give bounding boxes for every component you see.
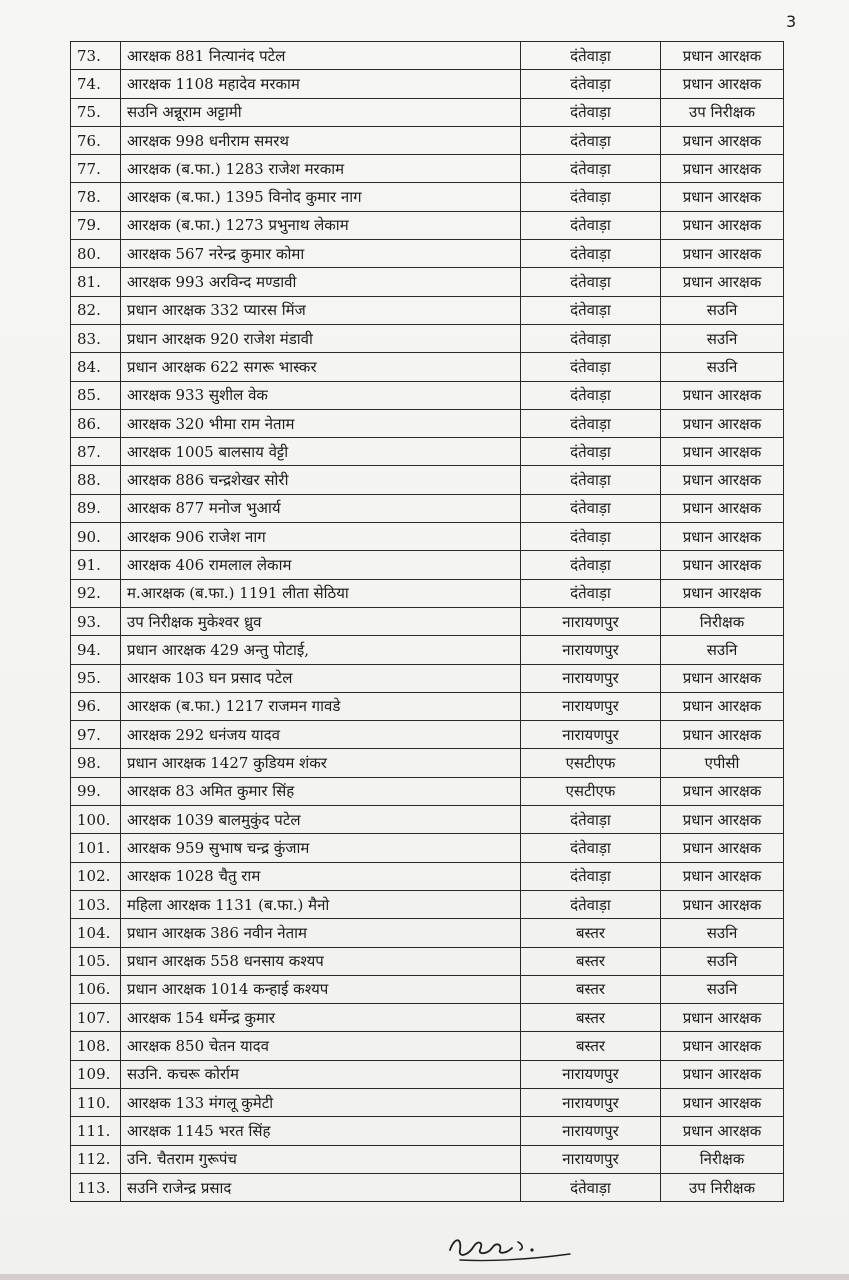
- name-cell: उप निरीक्षक मुकेश्वर ध्रुव: [121, 607, 521, 635]
- rank-cell: प्रधान आरक्षक: [661, 183, 784, 211]
- serial-number-cell: 112.: [71, 1145, 121, 1173]
- district-cell: दंतेवाड़ा: [521, 409, 661, 437]
- name-cell: आरक्षक 1108 महादेव मरकाम: [121, 70, 521, 98]
- rank-cell: प्रधान आरक्षक: [661, 240, 784, 268]
- name-cell: प्रधान आरक्षक 429 अन्तु पोटाई,: [121, 636, 521, 664]
- district-cell: नारायणपुर: [521, 1060, 661, 1088]
- district-cell: बस्तर: [521, 947, 661, 975]
- serial-number-cell: 80.: [71, 240, 121, 268]
- name-cell: आरक्षक 83 अमित कुमार सिंह: [121, 777, 521, 805]
- table-row: [71, 1117, 784, 1145]
- table-row: [71, 551, 784, 579]
- rank-cell: प्रधान आरक्षक: [661, 42, 784, 70]
- serial-number-cell: 106.: [71, 975, 121, 1003]
- table-row: [71, 296, 784, 324]
- name-cell: प्रधान आरक्षक 558 धनसाय कश्यप: [121, 947, 521, 975]
- name-cell: आरक्षक 1005 बालसाय वेट्टी: [121, 438, 521, 466]
- table-row: [71, 70, 784, 98]
- name-cell: प्रधान आरक्षक 920 राजेश मंडावी: [121, 324, 521, 352]
- name-cell: महिला आरक्षक 1131 (ब.फा.) मैनो: [121, 890, 521, 918]
- district-cell: दंतेवाड़ा: [521, 1173, 661, 1201]
- name-cell: प्रधान आरक्षक 622 सगरू भास्कर: [121, 353, 521, 381]
- district-cell: दंतेवाड़ा: [521, 98, 661, 126]
- district-cell: नारायणपुर: [521, 1145, 661, 1173]
- rank-cell: प्रधान आरक्षक: [661, 551, 784, 579]
- district-cell: बस्तर: [521, 1032, 661, 1060]
- serial-number-cell: 88.: [71, 466, 121, 494]
- district-cell: दंतेवाड़ा: [521, 324, 661, 352]
- serial-number-cell: 110.: [71, 1088, 121, 1116]
- rank-cell: प्रधान आरक्षक: [661, 890, 784, 918]
- table-row: [71, 42, 784, 70]
- name-cell: आरक्षक 1028 चैतु राम: [121, 862, 521, 890]
- district-cell: बस्तर: [521, 975, 661, 1003]
- rank-cell: प्रधान आरक्षक: [661, 834, 784, 862]
- rank-cell: प्रधान आरक्षक: [661, 862, 784, 890]
- serial-number-cell: 81.: [71, 268, 121, 296]
- district-cell: दंतेवाड़ा: [521, 890, 661, 918]
- rank-cell: प्रधान आरक्षक: [661, 1117, 784, 1145]
- table-row: [71, 98, 784, 126]
- rank-cell: प्रधान आरक्षक: [661, 777, 784, 805]
- rank-cell: प्रधान आरक्षक: [661, 494, 784, 522]
- district-cell: नारायणपुर: [521, 664, 661, 692]
- serial-number-cell: 76.: [71, 126, 121, 154]
- rank-cell: सउनि: [661, 947, 784, 975]
- name-cell: आरक्षक (ब.फा.) 1273 प्रभुनाथ लेकाम: [121, 211, 521, 239]
- serial-number-cell: 95.: [71, 664, 121, 692]
- table-row: [71, 834, 784, 862]
- table-row: [71, 409, 784, 437]
- serial-number-cell: 84.: [71, 353, 121, 381]
- rank-cell: सउनि: [661, 296, 784, 324]
- table-row: [71, 862, 784, 890]
- rank-cell: प्रधान आरक्षक: [661, 466, 784, 494]
- district-cell: एसटीएफ: [521, 749, 661, 777]
- rank-cell: प्रधान आरक्षक: [661, 155, 784, 183]
- serial-number-cell: 93.: [71, 607, 121, 635]
- name-cell: आरक्षक 906 राजेश नाग: [121, 523, 521, 551]
- name-cell: आरक्षक 993 अरविन्द मण्डावी: [121, 268, 521, 296]
- page-number: 3: [786, 12, 797, 31]
- name-cell: आरक्षक 154 धर्मेन्द्र कुमार: [121, 1004, 521, 1032]
- table-row: [71, 1060, 784, 1088]
- district-cell: दंतेवाड़ा: [521, 494, 661, 522]
- serial-number-cell: 94.: [71, 636, 121, 664]
- district-cell: नारायणपुर: [521, 721, 661, 749]
- rank-cell: प्रधान आरक्षक: [661, 409, 784, 437]
- table-row: [71, 155, 784, 183]
- table-row: [71, 749, 784, 777]
- name-cell: आरक्षक 998 धनीराम समरथ: [121, 126, 521, 154]
- district-cell: दंतेवाड़ा: [521, 268, 661, 296]
- rank-cell: उप निरीक्षक: [661, 1173, 784, 1201]
- table-row: [71, 1004, 784, 1032]
- name-cell: आरक्षक 877 मनोज भुआर्य: [121, 494, 521, 522]
- table-row: [71, 324, 784, 352]
- district-cell: दंतेवाड़ा: [521, 551, 661, 579]
- district-cell: दंतेवाड़ा: [521, 834, 661, 862]
- name-cell: सउनि. कचरू कोर्राम: [121, 1060, 521, 1088]
- name-cell: आरक्षक 103 घन प्रसाद पटेल: [121, 664, 521, 692]
- table-row: [71, 466, 784, 494]
- bottom-edge: [0, 1274, 849, 1280]
- table-row: [71, 1173, 784, 1201]
- rank-cell: प्रधान आरक्षक: [661, 268, 784, 296]
- table-row: [71, 494, 784, 522]
- district-cell: दंतेवाड़ा: [521, 806, 661, 834]
- district-cell: दंतेवाड़ा: [521, 155, 661, 183]
- rank-cell: प्रधान आरक्षक: [661, 1088, 784, 1116]
- district-cell: बस्तर: [521, 1004, 661, 1032]
- table-row: [71, 664, 784, 692]
- table-row: [71, 183, 784, 211]
- serial-number-cell: 105.: [71, 947, 121, 975]
- district-cell: एसटीएफ: [521, 777, 661, 805]
- name-cell: आरक्षक 886 चन्द्रशेखर सोरी: [121, 466, 521, 494]
- serial-number-cell: 87.: [71, 438, 121, 466]
- district-cell: दंतेवाड़ा: [521, 438, 661, 466]
- serial-number-cell: 113.: [71, 1173, 121, 1201]
- serial-number-cell: 77.: [71, 155, 121, 183]
- serial-number-cell: 74.: [71, 70, 121, 98]
- district-cell: दंतेवाड़ा: [521, 381, 661, 409]
- serial-number-cell: 108.: [71, 1032, 121, 1060]
- table-row: [71, 353, 784, 381]
- rank-cell: सउनि: [661, 324, 784, 352]
- rank-cell: प्रधान आरक्षक: [661, 70, 784, 98]
- table-row: [71, 268, 784, 296]
- serial-number-cell: 83.: [71, 324, 121, 352]
- district-cell: बस्तर: [521, 919, 661, 947]
- serial-number-cell: 102.: [71, 862, 121, 890]
- serial-number-cell: 98.: [71, 749, 121, 777]
- rank-cell: सउनि: [661, 353, 784, 381]
- rank-cell: प्रधान आरक्षक: [661, 692, 784, 720]
- serial-number-cell: 111.: [71, 1117, 121, 1145]
- rank-cell: प्रधान आरक्षक: [661, 523, 784, 551]
- rank-cell: सउनि: [661, 919, 784, 947]
- serial-number-cell: 79.: [71, 211, 121, 239]
- name-cell: म.आरक्षक (ब.फा.) 1191 लीता सेठिया: [121, 579, 521, 607]
- serial-number-cell: 92.: [71, 579, 121, 607]
- table-row: [71, 579, 784, 607]
- district-cell: दंतेवाड़ा: [521, 126, 661, 154]
- serial-number-cell: 78.: [71, 183, 121, 211]
- table-row: [71, 240, 784, 268]
- name-cell: सउनि अन्नूराम अट्टामी: [121, 98, 521, 126]
- table-body: [71, 42, 784, 1202]
- name-cell: आरक्षक 959 सुभाष चन्द्र कुंजाम: [121, 834, 521, 862]
- serial-number-cell: 89.: [71, 494, 121, 522]
- rank-cell: प्रधान आरक्षक: [661, 721, 784, 749]
- rank-cell: प्रधान आरक्षक: [661, 1004, 784, 1032]
- rank-cell: प्रधान आरक्षक: [661, 126, 784, 154]
- name-cell: सउनि राजेन्द्र प्रसाद: [121, 1173, 521, 1201]
- district-cell: नारायणपुर: [521, 607, 661, 635]
- name-cell: प्रधान आरक्षक 386 नवीन नेताम: [121, 919, 521, 947]
- serial-number-cell: 99.: [71, 777, 121, 805]
- serial-number-cell: 75.: [71, 98, 121, 126]
- district-cell: दंतेवाड़ा: [521, 42, 661, 70]
- district-cell: दंतेवाड़ा: [521, 862, 661, 890]
- table-row: [71, 607, 784, 635]
- table-row: [71, 777, 784, 805]
- table-row: [71, 919, 784, 947]
- rank-cell: प्रधान आरक्षक: [661, 438, 784, 466]
- name-cell: आरक्षक 133 मंगलू कुमेटी: [121, 1088, 521, 1116]
- serial-number-cell: 103.: [71, 890, 121, 918]
- table-row: [71, 381, 784, 409]
- table-row: [71, 721, 784, 749]
- name-cell: प्रधान आरक्षक 1427 कुडियम शंकर: [121, 749, 521, 777]
- rank-cell: एपीसी: [661, 749, 784, 777]
- name-cell: आरक्षक 406 रामलाल लेकाम: [121, 551, 521, 579]
- rank-cell: निरीक्षक: [661, 1145, 784, 1173]
- name-cell: आरक्षक 292 धनंजय यादव: [121, 721, 521, 749]
- rank-cell: प्रधान आरक्षक: [661, 806, 784, 834]
- name-cell: प्रधान आरक्षक 1014 कन्हाई कश्यप: [121, 975, 521, 1003]
- signature: [440, 1220, 590, 1270]
- serial-number-cell: 107.: [71, 1004, 121, 1032]
- name-cell: आरक्षक (ब.फा.) 1395 विनोद कुमार नाग: [121, 183, 521, 211]
- district-cell: दंतेवाड़ा: [521, 240, 661, 268]
- rank-cell: सउनि: [661, 636, 784, 664]
- district-cell: दंतेवाड़ा: [521, 70, 661, 98]
- table-row: [71, 806, 784, 834]
- name-cell: आरक्षक (ब.फा.) 1283 राजेश मरकाम: [121, 155, 521, 183]
- table-row: [71, 438, 784, 466]
- name-cell: आरक्षक 320 भीमा राम नेताम: [121, 409, 521, 437]
- table-row: [71, 636, 784, 664]
- serial-number-cell: 97.: [71, 721, 121, 749]
- rank-cell: निरीक्षक: [661, 607, 784, 635]
- table-row: [71, 947, 784, 975]
- table-row: [71, 1032, 784, 1060]
- district-cell: नारायणपुर: [521, 1117, 661, 1145]
- serial-number-cell: 109.: [71, 1060, 121, 1088]
- rank-cell: प्रधान आरक्षक: [661, 579, 784, 607]
- name-cell: आरक्षक 1145 भरत सिंह: [121, 1117, 521, 1145]
- name-cell: आरक्षक 881 नित्यानंद पटेल: [121, 42, 521, 70]
- table-row: [71, 692, 784, 720]
- personnel-table: [70, 41, 784, 1202]
- name-cell: प्रधान आरक्षक 332 प्यारस मिंज: [121, 296, 521, 324]
- district-cell: नारायणपुर: [521, 636, 661, 664]
- name-cell: आरक्षक 1039 बालमुकुंद पटेल: [121, 806, 521, 834]
- rank-cell: प्रधान आरक्षक: [661, 211, 784, 239]
- district-cell: नारायणपुर: [521, 1088, 661, 1116]
- rank-cell: प्रधान आरक्षक: [661, 664, 784, 692]
- serial-number-cell: 101.: [71, 834, 121, 862]
- table-row: [71, 126, 784, 154]
- name-cell: आरक्षक 933 सुशील वेक: [121, 381, 521, 409]
- serial-number-cell: 82.: [71, 296, 121, 324]
- serial-number-cell: 96.: [71, 692, 121, 720]
- district-cell: नारायणपुर: [521, 692, 661, 720]
- district-cell: दंतेवाड़ा: [521, 353, 661, 381]
- district-cell: दंतेवाड़ा: [521, 579, 661, 607]
- district-cell: दंतेवाड़ा: [521, 211, 661, 239]
- rank-cell: उप निरीक्षक: [661, 98, 784, 126]
- name-cell: आरक्षक (ब.फा.) 1217 राजमन गावडे: [121, 692, 521, 720]
- serial-number-cell: 85.: [71, 381, 121, 409]
- serial-number-cell: 91.: [71, 551, 121, 579]
- serial-number-cell: 104.: [71, 919, 121, 947]
- rank-cell: प्रधान आरक्षक: [661, 1032, 784, 1060]
- table-row: [71, 975, 784, 1003]
- district-cell: दंतेवाड़ा: [521, 296, 661, 324]
- name-cell: आरक्षक 850 चेतन यादव: [121, 1032, 521, 1060]
- district-cell: दंतेवाड़ा: [521, 466, 661, 494]
- rank-cell: सउनि: [661, 975, 784, 1003]
- table-row: [71, 1145, 784, 1173]
- table-row: [71, 890, 784, 918]
- name-cell: उनि. चैतराम गुरूपंच: [121, 1145, 521, 1173]
- table-row: [71, 211, 784, 239]
- name-cell: आरक्षक 567 नरेन्द्र कुमार कोमा: [121, 240, 521, 268]
- rank-cell: प्रधान आरक्षक: [661, 381, 784, 409]
- district-cell: दंतेवाड़ा: [521, 183, 661, 211]
- rank-cell: प्रधान आरक्षक: [661, 1060, 784, 1088]
- serial-number-cell: 100.: [71, 806, 121, 834]
- district-cell: दंतेवाड़ा: [521, 523, 661, 551]
- serial-number-cell: 90.: [71, 523, 121, 551]
- table-row: [71, 1088, 784, 1116]
- serial-number-cell: 86.: [71, 409, 121, 437]
- serial-number-cell: 73.: [71, 42, 121, 70]
- table-row: [71, 523, 784, 551]
